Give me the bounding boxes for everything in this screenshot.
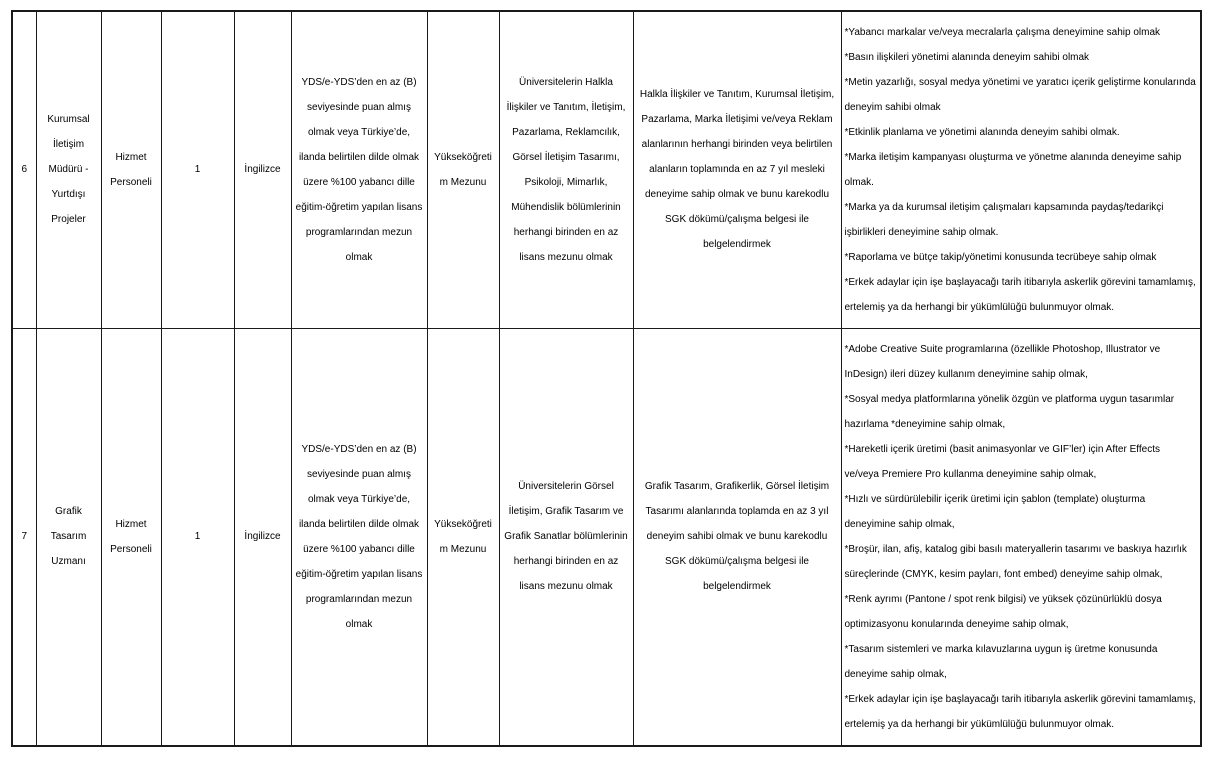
qualification-item: *Hareketli içerik üretimi (basit animasyonlar ve GIF’ler) için After Effects ve/veya Premiere Pro kullanma deneyimine sahip olmak, xyxy=(844,443,1160,480)
qualification-item: *Etkinlik planlama ve yönetimi alanında deneyim sahibi olmak. xyxy=(844,126,1120,138)
qualifications-cell xyxy=(841,11,1201,328)
qualification-item: *Sosyal medya platformlarına yönelik özgün ve platforma uygun tasarımlar hazırlama *deneyimine sahip olmak, xyxy=(844,393,1175,430)
qualification-item: *Erkek adaylar için işe başlayacağı tarih itibarıyla askerlik görevini tamamlamış, ertelemiş ya da herhangi bir yükümlülüğü bulunmuyor olmak. xyxy=(844,693,1196,730)
position-title-cell: Grafik Tasarım Uzmanı xyxy=(36,328,101,746)
education-cell: Yükseköğretim Mezunu xyxy=(427,328,499,746)
qualification-item: *Renk ayrımı (Pantone / spot renk bilgisi) ve yüksek çözünürlüklü dosya optimizasyonu konularında deneyime sahip olmak, xyxy=(844,593,1162,630)
department-requirement-cell: Üniversitelerin Halkla İlişkiler ve Tanıtım, İletişim, Pazarlama, Reklamcılık, Görsel İletişim Tasarımı, Psikoloji, Mimarlık, Mühendislik bölümlerinin herhangi birinden en az lisans mezunu olmak xyxy=(499,11,633,328)
table-row xyxy=(12,11,1201,328)
qualification-item: *Marka iletişim kampanyası oluşturma ve yönetme alanında deneyime sahip olmak. xyxy=(844,151,1182,188)
qualification-item: *Yabancı markalar ve/veya mecralarla çalışma deneyimine sahip olmak xyxy=(844,26,1161,38)
staff-type-cell: Hizmet Personeli xyxy=(101,11,161,328)
position-title-cell: Kurumsal İletişim Müdürü - Yurtdışı Projeler xyxy=(36,11,101,328)
position-count-cell: 1 xyxy=(161,11,234,328)
qualification-item: *Metin yazarlığı, sosyal medya yönetimi ve yaratıcı içerik geliştirme konularında deneyim sahibi olmak xyxy=(844,76,1196,113)
language-requirement-cell: YDS/e-YDS’den en az (B) seviyesinde puan almış olmak veya Türkiye’de, ilanda belirtilen dilde olmak üzere %100 yabancı dille eğitim-öğretim yapılan lisans programlarından mezun olmak xyxy=(291,11,427,328)
staff-type-cell: Hizmet Personeli xyxy=(101,328,161,746)
language-cell: İngilizce xyxy=(234,328,291,746)
qualification-item: *Basın ilişkileri yönetimi alanında deneyim sahibi olmak xyxy=(844,51,1090,63)
education-cell: Yükseköğretim Mezunu xyxy=(427,11,499,328)
qualification-item: *Hızlı ve sürdürülebilir içerik üretimi için şablon (template) oluşturma deneyimine sahip olmak, xyxy=(844,493,1146,530)
position-count-cell: 1 xyxy=(161,328,234,746)
row-number-cell: 6 xyxy=(12,11,36,328)
qualification-item: *Broşür, ilan, afiş, katalog gibi basılı materyallerin tasarımı ve baskıya hazırlık süreçlerinde (CMYK, kesim payları, font embed) deneyime sahip olmak, xyxy=(844,543,1187,580)
experience-requirement-cell: Halkla İlişkiler ve Tanıtım, Kurumsal İletişim, Pazarlama, Marka İletişimi ve/veya Reklam alanlarının herhangi birinden veya belirtilen alanların toplamında en az 7 yıl mesleki deneyime sahip olmak ve bunu karekodlu SGK dökümü/çalışma belgesi ile belgelendirmek xyxy=(633,11,841,328)
department-requirement-cell: Üniversitelerin Görsel İletişim, Grafik Tasarım ve Grafik Sanatlar bölümlerinin herhangi birinden en az lisans mezunu olmak xyxy=(499,328,633,746)
qualifications-cell xyxy=(841,328,1201,746)
qualification-item: *Adobe Creative Suite programlarına (özellikle Photoshop, Illustrator ve InDesign) ileri düzey kullanım deneyimine sahip olmak, xyxy=(844,343,1161,380)
qualification-item: *Marka ya da kurumsal iletişim çalışmaları kapsamında paydaş/tedarikçi işbirlikleri deneyimine sahip olmak. xyxy=(844,201,1164,238)
experience-requirement-cell: Grafik Tasarım, Grafikerlik, Görsel İletişim Tasarımı alanlarında toplamda en az 3 yıl deneyim sahibi olmak ve bunu karekodlu SGK dökümü/çalışma belgesi ile belgelendirmek xyxy=(633,328,841,746)
language-cell: İngilizce xyxy=(234,11,291,328)
qualification-item: *Erkek adaylar için işe başlayacağı tarih itibarıyla askerlik görevini tamamlamış, ertelemiş ya da herhangi bir yükümlülüğü bulunmuyor olmak. xyxy=(844,276,1196,313)
row-number-cell: 7 xyxy=(12,328,36,746)
table-row xyxy=(12,328,1201,746)
language-requirement-cell: YDS/e-YDS’den en az (B) seviyesinde puan almış olmak veya Türkiye’de, ilanda belirtilen dilde olmak üzere %100 yabancı dille eğitim-öğretim yapılan lisans programlarından mezun olmak xyxy=(291,328,427,746)
qualification-item: *Tasarım sistemleri ve marka kılavuzlarına uygun iş üretme konusunda deneyime sahip olmak, xyxy=(844,643,1158,680)
job-positions-table xyxy=(11,10,1202,747)
qualification-item: *Raporlama ve bütçe takip/yönetimi konusunda tecrübeye sahip olmak xyxy=(844,251,1157,263)
